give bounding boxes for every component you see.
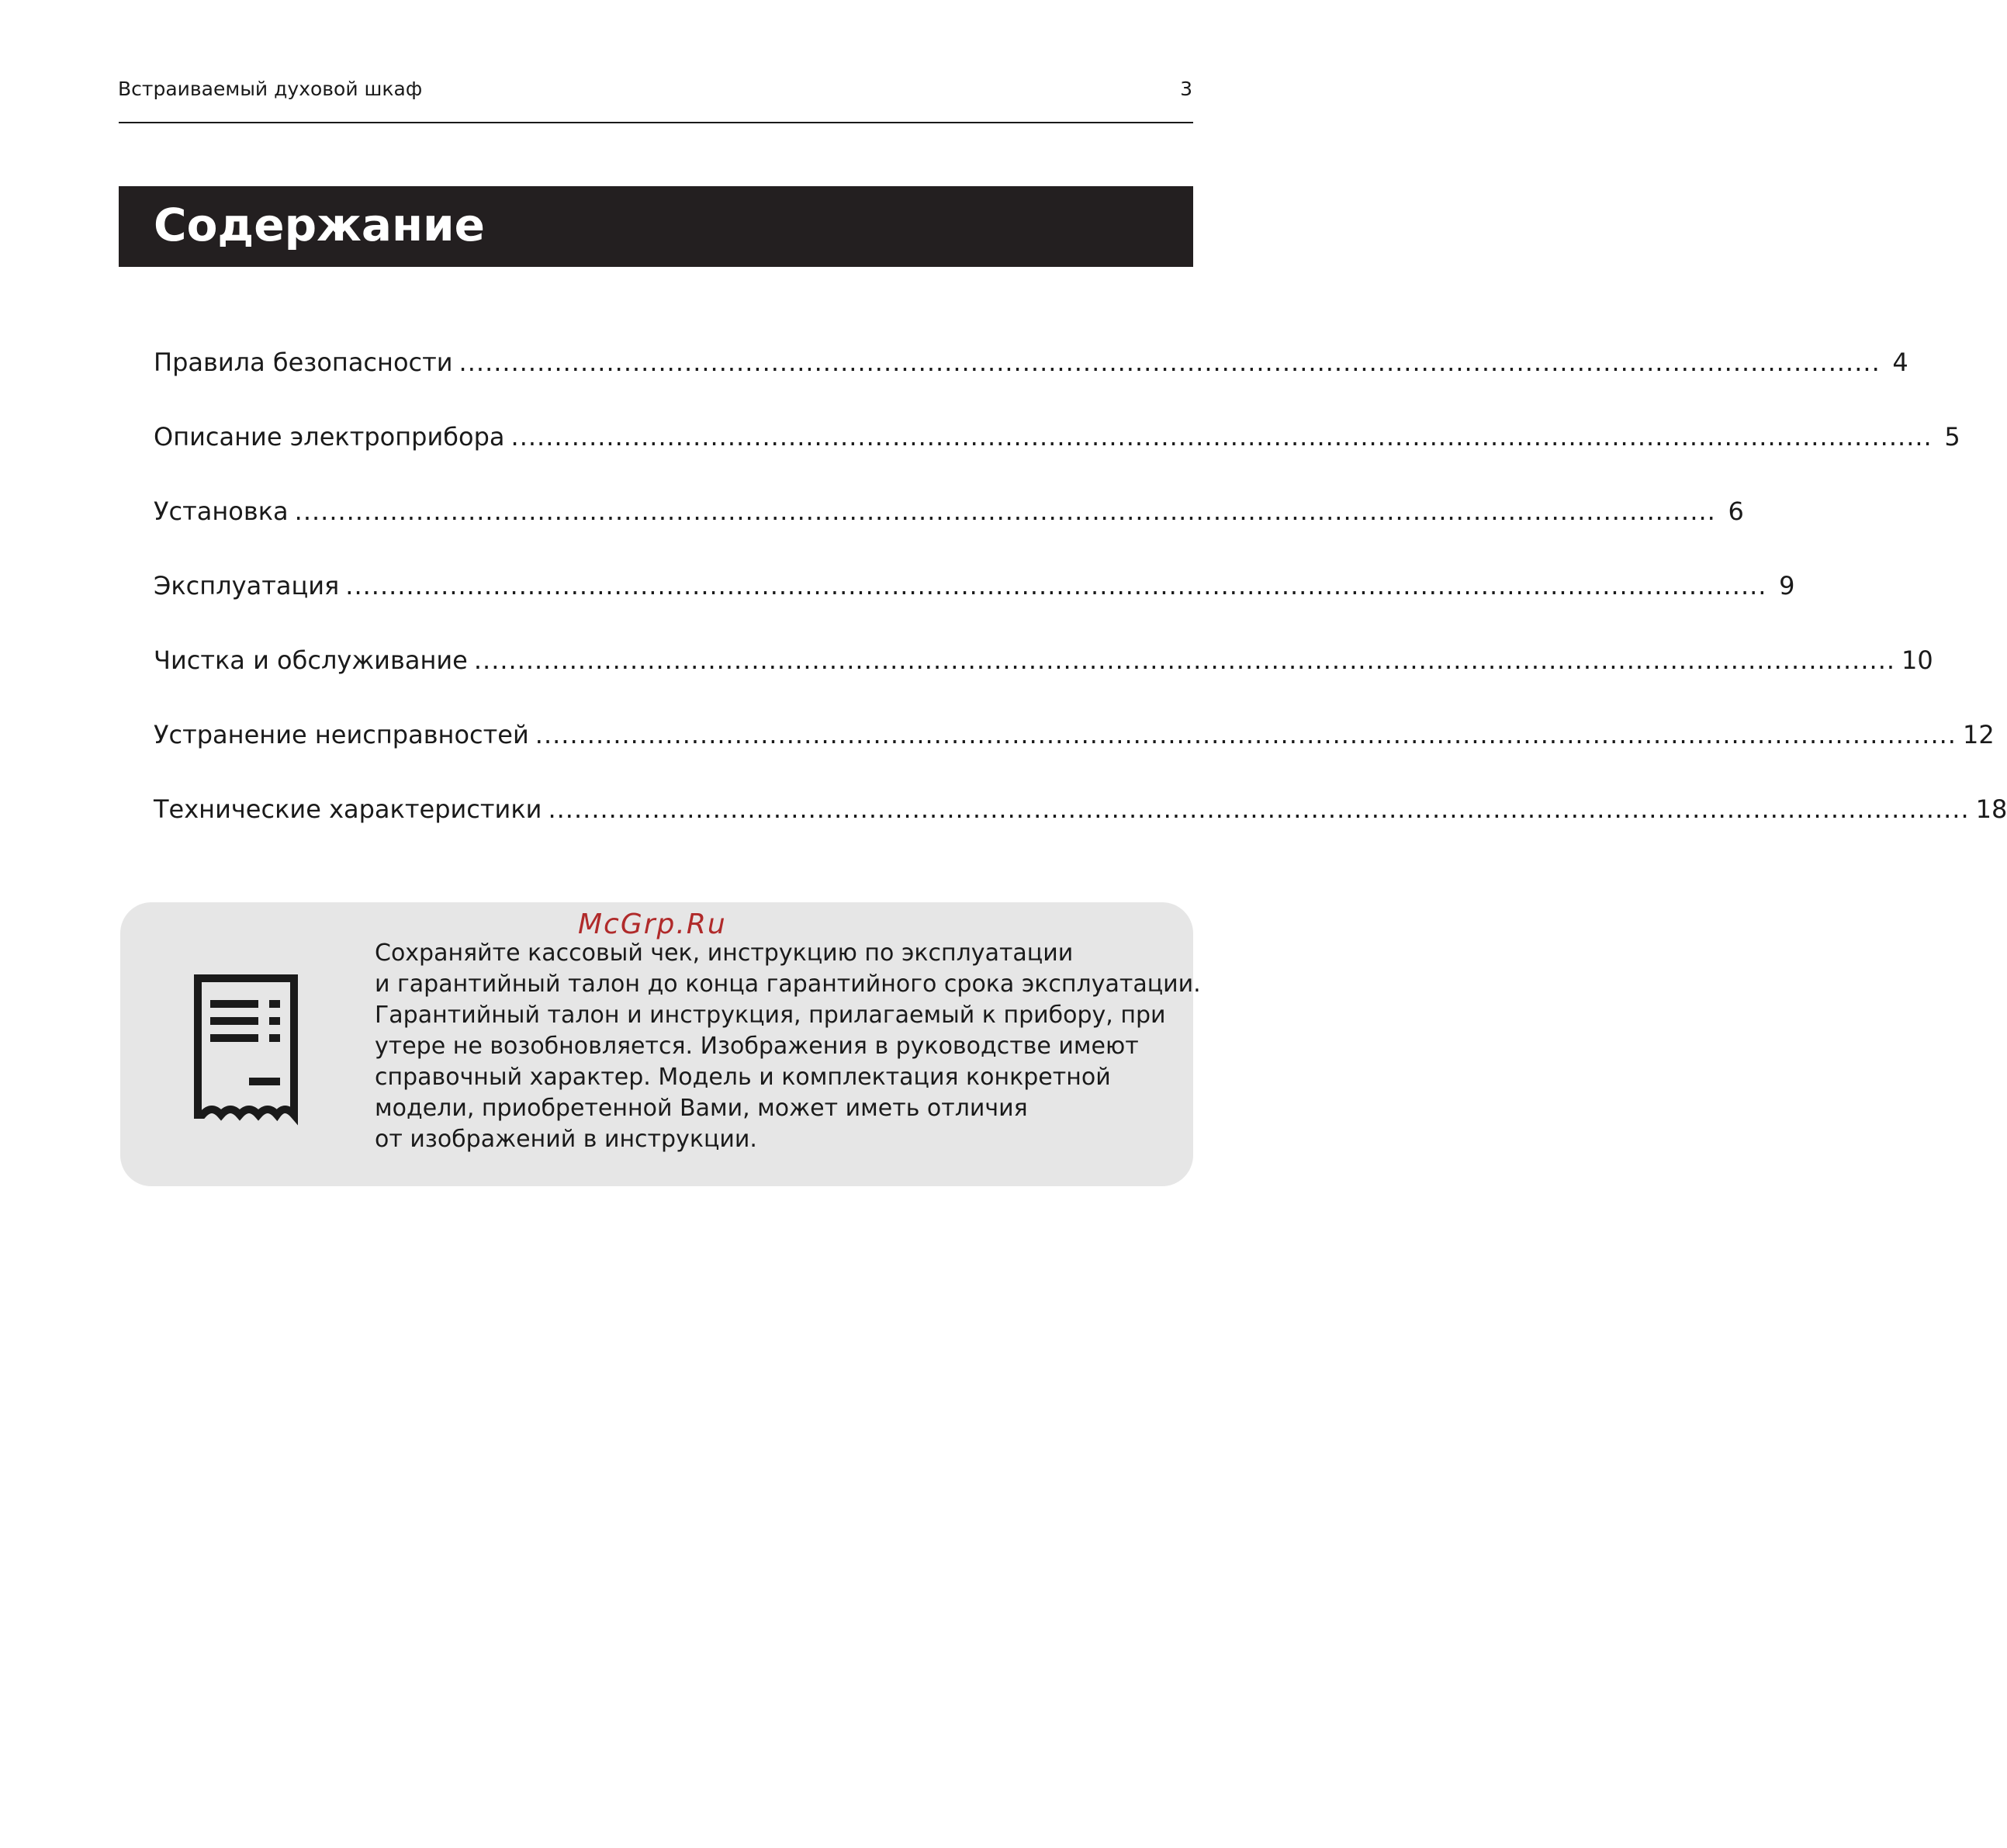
watermark: McGrp.Ru bbox=[578, 908, 727, 940]
notice-line: справочный характер. Модель и комплектация конкретной bbox=[375, 1064, 1111, 1091]
toc-item[interactable] bbox=[154, 348, 1908, 422]
toc-item-label: Установка bbox=[154, 497, 289, 526]
toc-item[interactable] bbox=[154, 645, 1933, 720]
receipt-icon bbox=[192, 974, 300, 1121]
toc-item[interactable] bbox=[154, 794, 2007, 869]
toc-leader-dots: .................................................................................................................................................................... bbox=[473, 645, 1896, 675]
contents-title: Содержание bbox=[154, 199, 486, 251]
toc-item-label: Описание электроприбора bbox=[154, 422, 505, 452]
toc-item-label: Эксплуатация bbox=[154, 571, 340, 600]
toc-item-page: 6 bbox=[1728, 497, 1744, 526]
notice-line: модели, приобретенной Вами, может иметь отличия bbox=[375, 1095, 1028, 1122]
notice-line: Гарантийный талон и инструкция, прилагаемый к прибору, при bbox=[375, 1002, 1166, 1029]
header-divider bbox=[119, 122, 1193, 123]
toc-item[interactable] bbox=[154, 720, 1995, 794]
toc-leader-dots: .................................................................................................................................................................... bbox=[510, 422, 1933, 452]
toc-item[interactable] bbox=[154, 497, 1744, 571]
table-of-contents bbox=[154, 348, 2007, 869]
toc-item-page: 4 bbox=[1892, 348, 1908, 377]
toc-item-label: Чистка и обслуживание bbox=[154, 645, 468, 675]
toc-item[interactable] bbox=[154, 571, 1795, 645]
notice-line: Сохраняйте кассовый чек, инструкцию по эксплуатации bbox=[375, 940, 1074, 967]
contents-banner bbox=[119, 186, 1193, 267]
toc-leader-dots: .................................................................................................................................................................... bbox=[294, 497, 1716, 526]
notice-box bbox=[120, 902, 1201, 1186]
toc-leader-dots: .................................................................................................................................................................... bbox=[535, 720, 1957, 749]
toc-leader-dots: .................................................................................................................................................................... bbox=[548, 794, 1970, 824]
notice-text bbox=[375, 938, 1201, 1155]
toc-item-page: 18 bbox=[1975, 794, 2007, 824]
toc-item-page: 5 bbox=[1944, 422, 1960, 452]
toc-item-label: Правила безопасности bbox=[154, 348, 453, 377]
toc-item-page: 10 bbox=[1901, 645, 1933, 675]
page-number: 3 bbox=[1180, 78, 1192, 100]
notice-line: утере не возобновляется. Изображения в руководстве имеют bbox=[375, 1033, 1139, 1060]
toc-item-page: 9 bbox=[1779, 571, 1795, 600]
toc-item-label: Устранение неисправностей bbox=[154, 720, 529, 749]
toc-item-page: 12 bbox=[1962, 720, 1995, 749]
toc-leader-dots: .................................................................................................................................................................... bbox=[345, 571, 1767, 600]
toc-leader-dots: .................................................................................................................................................................... bbox=[458, 348, 1881, 377]
notice-line: и гарантийный талон до конца гарантийного срока эксплуатации. bbox=[375, 971, 1201, 998]
document-title: Встраиваемый духовой шкаф bbox=[118, 78, 423, 100]
toc-item-label: Технические характеристики bbox=[154, 794, 542, 824]
notice-line: от изображений в инструкции. bbox=[375, 1126, 757, 1153]
toc-item[interactable] bbox=[154, 422, 1960, 497]
